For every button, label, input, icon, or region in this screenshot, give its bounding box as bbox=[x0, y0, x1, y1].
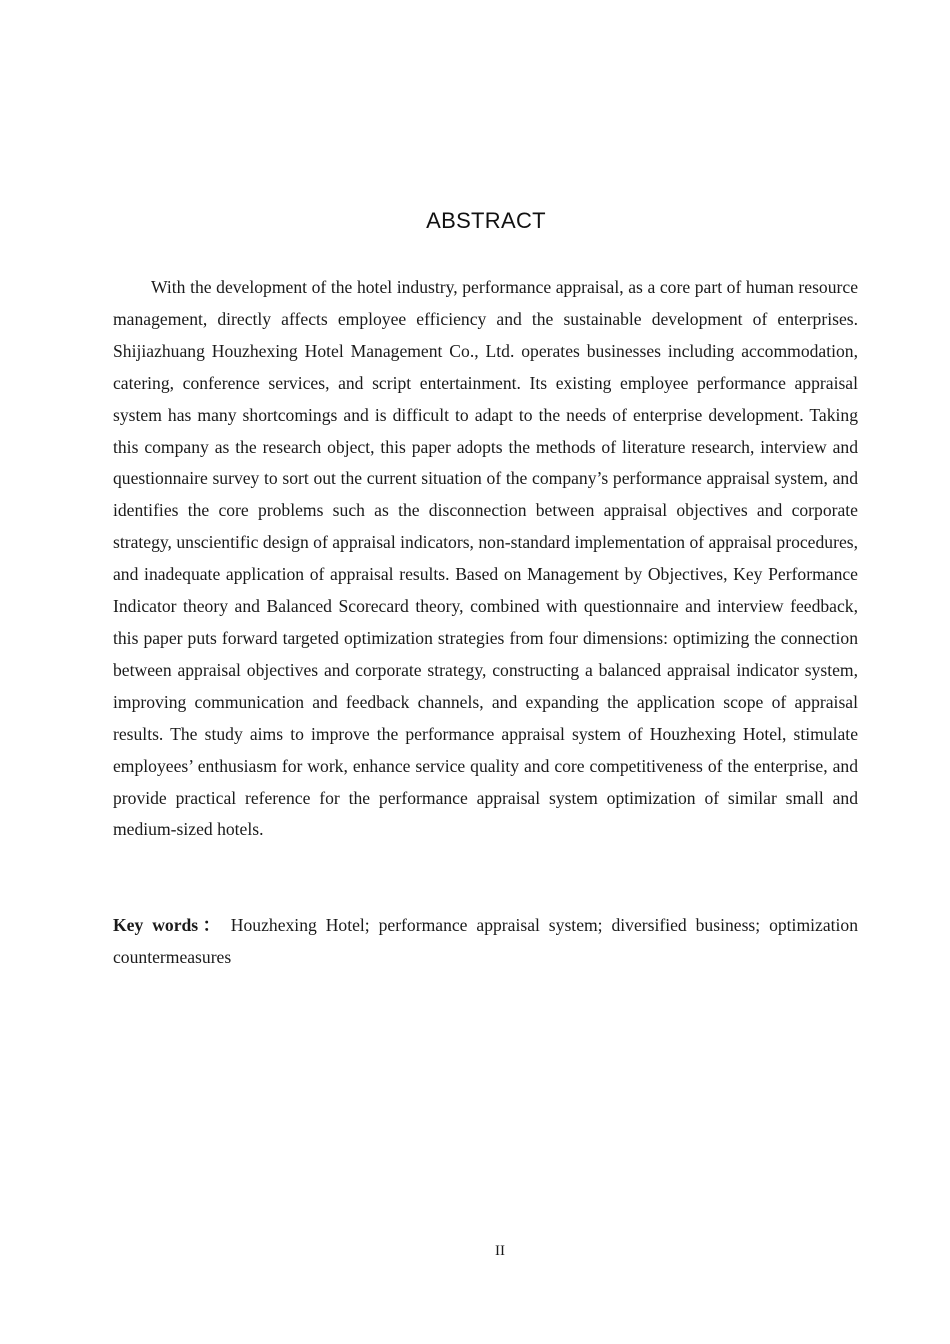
keywords-separator: ： bbox=[198, 915, 225, 935]
keywords-label: Key words bbox=[113, 915, 199, 935]
page-number: II bbox=[495, 1243, 505, 1259]
abstract-body: With the development of the hotel industry, performance appraisal, as a core part of human resource management, directly affects employee efficiency and the sustainable development of enterprises. Shijiazhuang Houzhexing Hotel Management Co., Ltd. operates businesses including accommodation, catering, conference services, and script entertainment. Its existing employee performance appraisal system has many shortcomings and is difficult to adapt to the needs of enterprise development. Taking this company as the research object, this paper adopts the methods of literature research, interview and questionnaire survey to sort out the current situation of the company’s performance appraisal system, and identifies the core problems such as the disconnection between appraisal objectives and corporate strategy, unscientific design of appraisal indicators, non-standard implementation of appraisal procedures, and inadequate application of appraisal results. Based on Management by Objectives, Key Performance Indicator theory and Balanced Scorecard theory, combined with questionnaire and interview feedback, this paper puts forward targeted optimization strategies from four dimensions: optimizing the connection between appraisal objectives and corporate strategy, constructing a balanced appraisal indicator system, improving communication and feedback channels, and expanding the application scope of appraisal results. The study aims to improve the performance appraisal system of Houzhexing Hotel, stimulate employees’ enthusiasm for work, enhance service quality and core competitiveness of the enterprise, and provide practical reference for the performance appraisal system optimization of similar small and medium-sized hotels. bbox=[113, 277, 858, 840]
keywords-text: Houzhexing Hotel; performance appraisal system; diversified business; optimization countermeasures bbox=[113, 915, 858, 967]
keywords-paragraph bbox=[113, 910, 858, 974]
abstract-title: ABSTRACT bbox=[426, 208, 546, 233]
